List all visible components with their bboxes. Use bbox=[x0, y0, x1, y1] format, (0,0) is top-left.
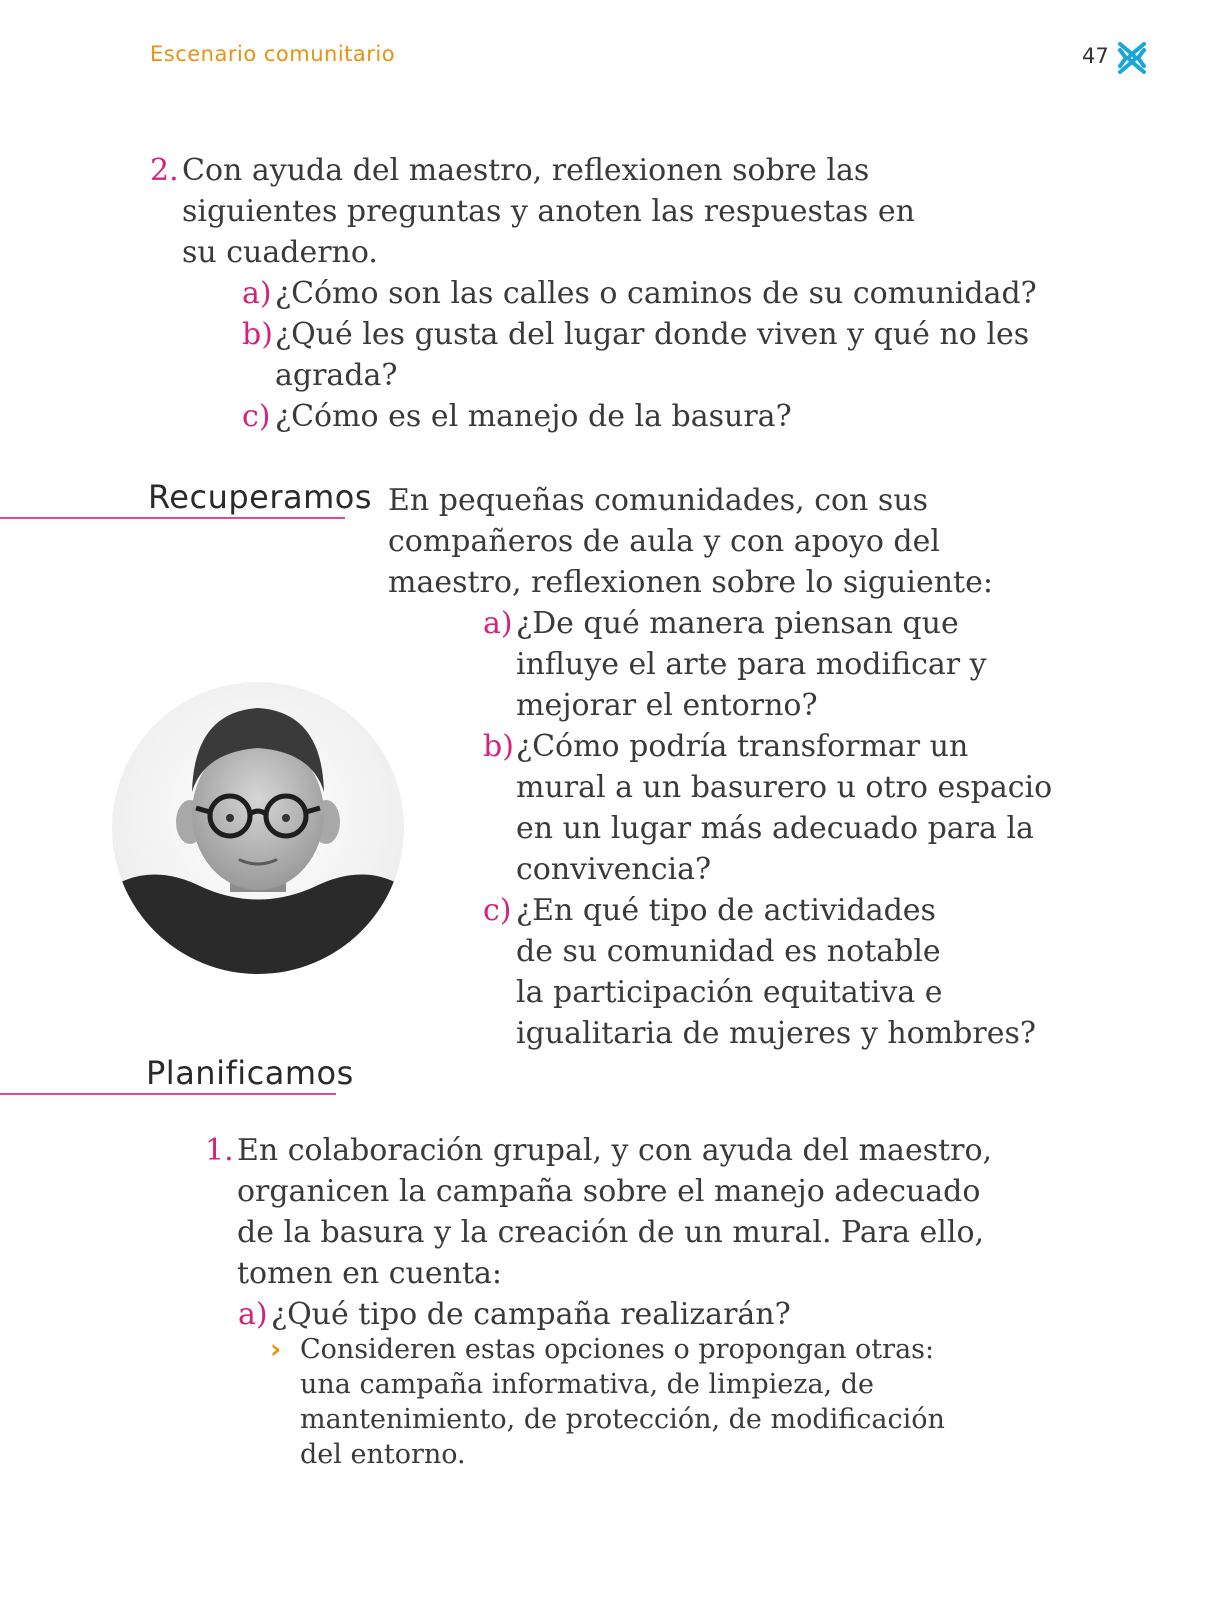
text-line: siguientes preguntas y anoten las respuestas en bbox=[182, 194, 915, 229]
question-list bbox=[483, 603, 1148, 1054]
question-letter: a) bbox=[238, 1297, 268, 1332]
text-line: del entorno. bbox=[300, 1439, 466, 1470]
activity-number: 2. bbox=[150, 153, 179, 188]
question-text: ¿Qué les gusta del lugar donde viven y qué no les bbox=[275, 317, 1030, 352]
text-line: tomen en cuenta: bbox=[237, 1256, 503, 1291]
intro-text bbox=[388, 480, 1148, 603]
section-heading-recuperamos: Recuperamos bbox=[148, 478, 373, 516]
question-letter: c) bbox=[483, 893, 512, 928]
question-text: mejorar el entorno? bbox=[516, 688, 818, 723]
text-line: En pequeñas comunidades, con sus bbox=[388, 483, 929, 518]
text-line: una campaña informativa, de limpieza, de bbox=[300, 1369, 874, 1400]
recuperamos-content bbox=[388, 480, 1148, 1054]
chevron-bullet-icon: › bbox=[270, 1334, 282, 1365]
text-line: Consideren estas opciones o propongan otras: bbox=[300, 1334, 935, 1365]
text-line: compañeros de aula y con apoyo del bbox=[388, 524, 940, 559]
question-item bbox=[483, 603, 1148, 726]
question-letter: a) bbox=[242, 276, 272, 311]
question-text: ¿Cómo son las calles o caminos de su comunidad? bbox=[275, 276, 1037, 311]
text-line: En colaboración grupal, y con ayuda del maestro, bbox=[237, 1133, 993, 1168]
question-text: mural a un basurero u otro espacio bbox=[516, 770, 1053, 805]
question-item bbox=[483, 890, 1148, 1054]
question-list bbox=[242, 273, 1050, 437]
activity-number: 1. bbox=[205, 1133, 234, 1168]
question-letter: b) bbox=[242, 317, 273, 352]
section-rule bbox=[0, 517, 345, 519]
question-item bbox=[242, 396, 1050, 437]
question-text: ¿Cómo podría transformar un bbox=[516, 729, 969, 764]
question-letter: a) bbox=[483, 606, 513, 641]
question-text: en un lugar más adecuado para la bbox=[516, 811, 1034, 846]
question-text: ¿Cómo es el manejo de la basura? bbox=[275, 399, 792, 434]
text-line: Con ayuda del maestro, reflexionen sobre las bbox=[182, 153, 870, 188]
text-line: maestro, reflexionen sobre lo siguiente: bbox=[388, 565, 993, 600]
question-text: la participación equitativa e bbox=[516, 975, 943, 1010]
option-bullet bbox=[270, 1332, 1150, 1472]
bullet-text bbox=[300, 1332, 1150, 1472]
section-heading-planificamos: Planificamos bbox=[146, 1054, 354, 1092]
text-line: de la basura y la creación de un mural. Para ello, bbox=[237, 1215, 985, 1250]
question-text: influye el arte para modificar y bbox=[516, 647, 987, 682]
section-title: Escenario comunitario bbox=[150, 42, 396, 66]
page-number: 47 bbox=[1082, 44, 1109, 68]
child-portrait-photo bbox=[112, 682, 404, 974]
question-item bbox=[242, 314, 1050, 396]
question-item bbox=[242, 273, 1050, 314]
question-text: ¿Qué tipo de campaña realizarán? bbox=[271, 1297, 791, 1332]
question-item bbox=[238, 1294, 1165, 1335]
question-letter: b) bbox=[483, 729, 514, 764]
question-text: de su comunidad es notable bbox=[516, 934, 941, 969]
question-text: igualitaria de mujeres y hombres? bbox=[516, 1016, 1036, 1051]
activity-instructions bbox=[237, 1130, 1165, 1294]
question-text: agrada? bbox=[275, 358, 398, 393]
question-text: convivencia? bbox=[516, 852, 712, 887]
text-line: organicen la campaña sobre el manejo adecuado bbox=[237, 1174, 981, 1209]
question-letter: c) bbox=[242, 399, 271, 434]
question-text: ¿De qué manera piensan que bbox=[516, 606, 959, 641]
text-line: su cuaderno. bbox=[182, 235, 378, 270]
activity-2 bbox=[150, 150, 1050, 437]
activity-instructions bbox=[182, 150, 1050, 273]
question-text: ¿En qué tipo de actividades bbox=[516, 893, 936, 928]
section-rule bbox=[0, 1093, 336, 1095]
knot-pattern-icon bbox=[1116, 40, 1148, 76]
planificamos-content bbox=[205, 1130, 1165, 1335]
question-item bbox=[483, 726, 1148, 890]
text-line: mantenimiento, de protección, de modificación bbox=[300, 1404, 945, 1435]
